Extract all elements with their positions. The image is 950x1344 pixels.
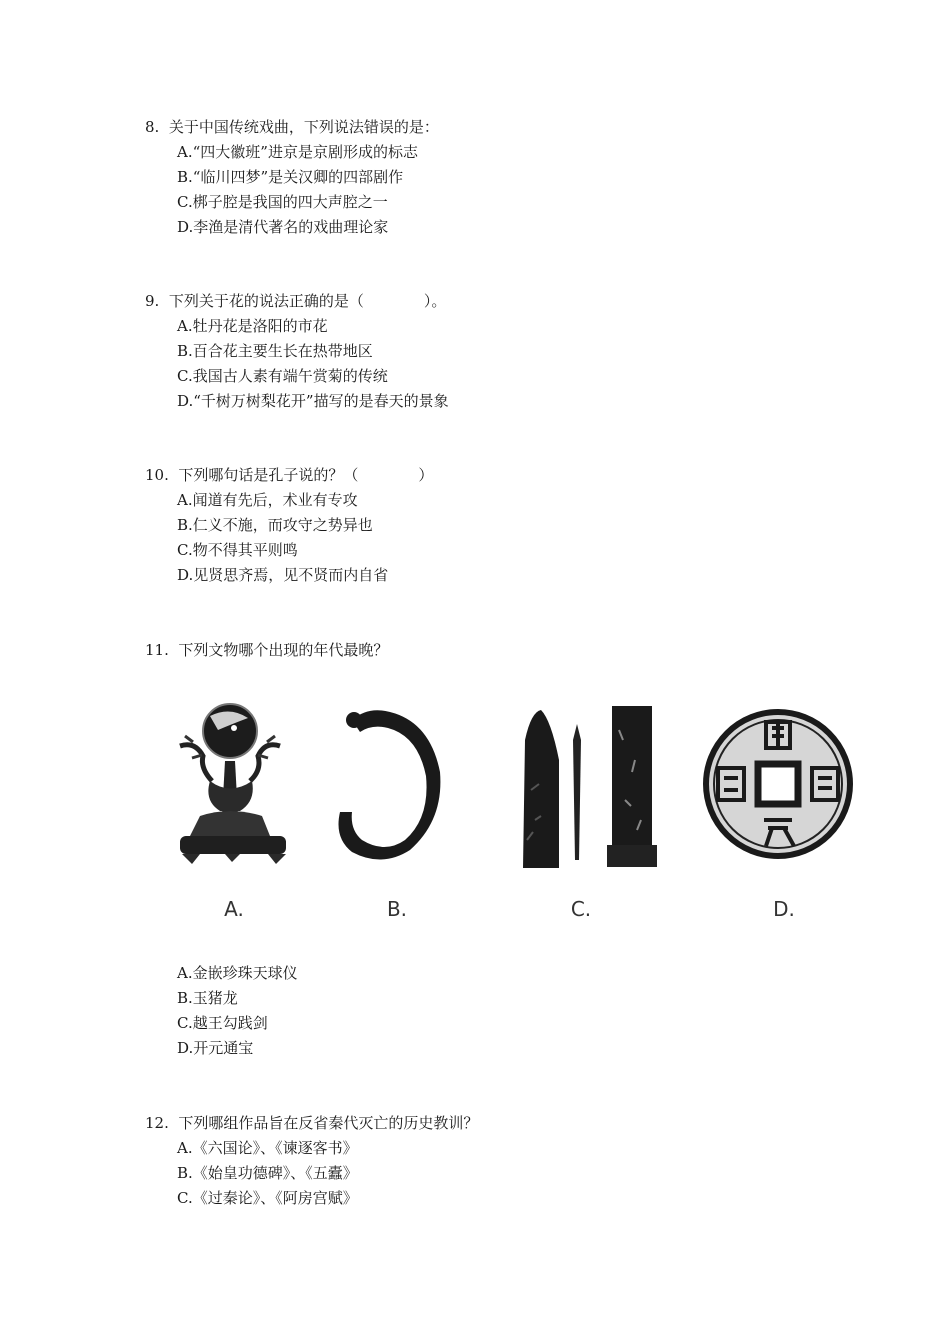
option-c: C.梆子腔是我国的四大声腔之一 xyxy=(177,193,388,211)
option-b: B.《始皇功德碑》、《五蠹》 xyxy=(177,1164,358,1182)
option-b: B.仁义不施，而攻守之势异也 xyxy=(177,516,373,534)
bronze-sword-image xyxy=(515,700,660,875)
jade-pig-dragon-image xyxy=(330,700,455,870)
option-b: B.百合花主要生长在热带地区 xyxy=(177,342,373,360)
option-d: D.开元通宝 xyxy=(177,1039,254,1057)
question-stem: 8. 关于中国传统戏曲，下列说法错误的是： xyxy=(145,118,439,136)
option-c: C.我国古人素有端午赏菊的传统 xyxy=(177,367,388,385)
figure-label-a: A. xyxy=(224,897,244,921)
figure-label-b: B. xyxy=(386,897,408,921)
option-a: A.《六国论》、《谏逐客书》 xyxy=(177,1139,358,1157)
option-a: A.金嵌珍珠天球仪 xyxy=(177,964,298,982)
question-stem: 12. 下列哪组作品旨在反省秦代灭亡的历史教训？ xyxy=(145,1114,479,1132)
option-c: C.物不得其平则鸣 xyxy=(177,541,298,559)
figure-label-d: D. xyxy=(773,897,795,921)
kaiyuan-coin-image xyxy=(702,708,854,860)
question-stem: 11. 下列文物哪个出现的年代最晚？ xyxy=(145,641,389,659)
option-c: C.越王勾践剑 xyxy=(177,1014,268,1032)
option-d: D.“千树万树梨花开”描写的是春天的景象 xyxy=(177,392,449,410)
figure-label-c: C. xyxy=(570,897,592,921)
option-c: C.《过秦论》、《阿房宫赋》 xyxy=(177,1189,358,1207)
option-b: B.玉猪龙 xyxy=(177,989,238,1007)
option-a: A.牡丹花是洛阳的市花 xyxy=(177,317,328,335)
question-stem: 10. 下列哪句话是孔子说的？（ ） xyxy=(145,466,434,484)
armillary-sphere-image xyxy=(170,686,295,881)
option-b: B.“临川四梦”是关汉卿的四部剧作 xyxy=(177,168,404,186)
option-a: A.“四大徽班”进京是京剧形成的标志 xyxy=(177,143,418,161)
option-d: D.见贤思齐焉，见不贤而内自省 xyxy=(177,566,389,584)
option-a: A.闻道有先后，术业有专攻 xyxy=(177,491,358,509)
question-stem: 9. 下列关于花的说法正确的是（ ）。 xyxy=(145,292,447,310)
option-d: D.李渔是清代著名的戏曲理论家 xyxy=(177,218,389,236)
